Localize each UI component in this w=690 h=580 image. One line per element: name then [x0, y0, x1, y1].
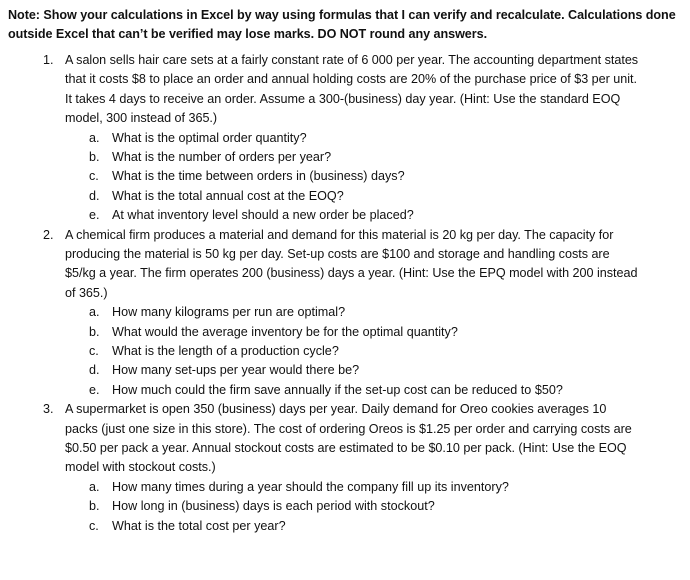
sub-question: [0, 381, 690, 400]
sub-question-letter: d.: [89, 363, 100, 378]
sub-question-text: How many kilograms per run are optimal?: [112, 305, 346, 320]
question-text: A salon sells hair care sets at a fairly constant rate of 6 000 per year. The accounting department states that it costs $8 to place an order and annual holding costs are 20% of the purchase price of $3 per unit. It takes 4 days to receive an order. Assume a 300-(business) day year. (Hint: Use the standard EOQ model, 300 instead of 365.): [65, 53, 639, 126]
sub-question-letter: c.: [89, 169, 99, 184]
sub-question: [0, 167, 690, 186]
sub-question: [0, 303, 690, 322]
sub-question: [0, 148, 690, 167]
sub-question: [0, 129, 690, 148]
question-text: A supermarket is open 350 (business) days per year. Daily demand for Oreo cookies averages 10 packs (just one size in this store). The cost of ordering Oreos is $1.25 per order and carrying costs are $0.50 per pack a year. Annual stockout costs are estimated to be $0.10 per pack. (Hint: Use the EOQ model with stockout costs.): [65, 402, 632, 475]
sub-question-letter: d.: [89, 188, 100, 203]
sub-question-letter: a.: [89, 130, 100, 145]
sub-question: [0, 342, 690, 361]
sub-question-letter: a.: [89, 479, 100, 494]
sub-question: [0, 206, 690, 225]
sub-question-text: At what inventory level should a new order be placed?: [112, 208, 414, 223]
sub-question: [0, 361, 690, 380]
question-2: [0, 226, 690, 401]
sub-question: [0, 497, 690, 516]
sub-question-text: What is the optimal order quantity?: [112, 130, 307, 145]
question-number: 3.: [43, 402, 54, 417]
sub-question-text: How many set-ups per year would there be?: [112, 363, 360, 378]
sub-question-letter: b.: [89, 150, 100, 165]
sub-question-text: What is the length of a production cycle?: [112, 343, 339, 358]
sub-question-text: What is the total cost per year?: [112, 518, 286, 533]
question-number: 1.: [43, 53, 54, 67]
question-text: A chemical firm produces a material and demand for this material is 20 kg per day. The capacity for producing the material is 50 kg per day. Set-up costs are $100 and storage and handling costs are $5/kg a year. The firm operates 200 (business) days a year. (Hint: Use the EPQ model with 200 instead of 365.): [65, 227, 638, 300]
sub-question-letter: e.: [89, 208, 100, 223]
question-3: [0, 400, 690, 536]
sub-question-text: What is the number of orders per year?: [112, 150, 332, 165]
sub-question-letter: c.: [89, 343, 99, 358]
question-1: [0, 51, 690, 226]
sub-question-text: What is the total annual cost at the EOQ?: [112, 188, 344, 203]
instructions-note: Note: Show your calculations in Excel by way using formulas that I can verify and recalculate. Calculations done outside Excel that can’t be verified may lose marks. DO NOT round any answers.: [8, 8, 676, 41]
sub-question-text: How long in (business) days is each period with stockout?: [112, 499, 435, 514]
sub-question-text: What is the time between orders in (business) days?: [112, 169, 405, 184]
sub-question: [0, 323, 690, 342]
sub-question: [0, 517, 690, 536]
sub-question: [0, 187, 690, 206]
sub-question-letter: b.: [89, 499, 100, 514]
question-list: [0, 51, 690, 536]
sub-question-letter: a.: [89, 305, 100, 320]
sub-question-letter: e.: [89, 382, 100, 397]
question-number: 2.: [43, 227, 54, 242]
sub-question-letter: c.: [89, 518, 99, 533]
sub-question-text: What would the average inventory be for the optimal quantity?: [112, 324, 458, 339]
sub-question-letter: b.: [89, 324, 100, 339]
sub-question: [0, 478, 690, 497]
sub-question-text: How many times during a year should the company fill up its inventory?: [112, 479, 509, 494]
sub-question-text: How much could the firm save annually if the set-up cost can be reduced to $50?: [112, 382, 563, 397]
